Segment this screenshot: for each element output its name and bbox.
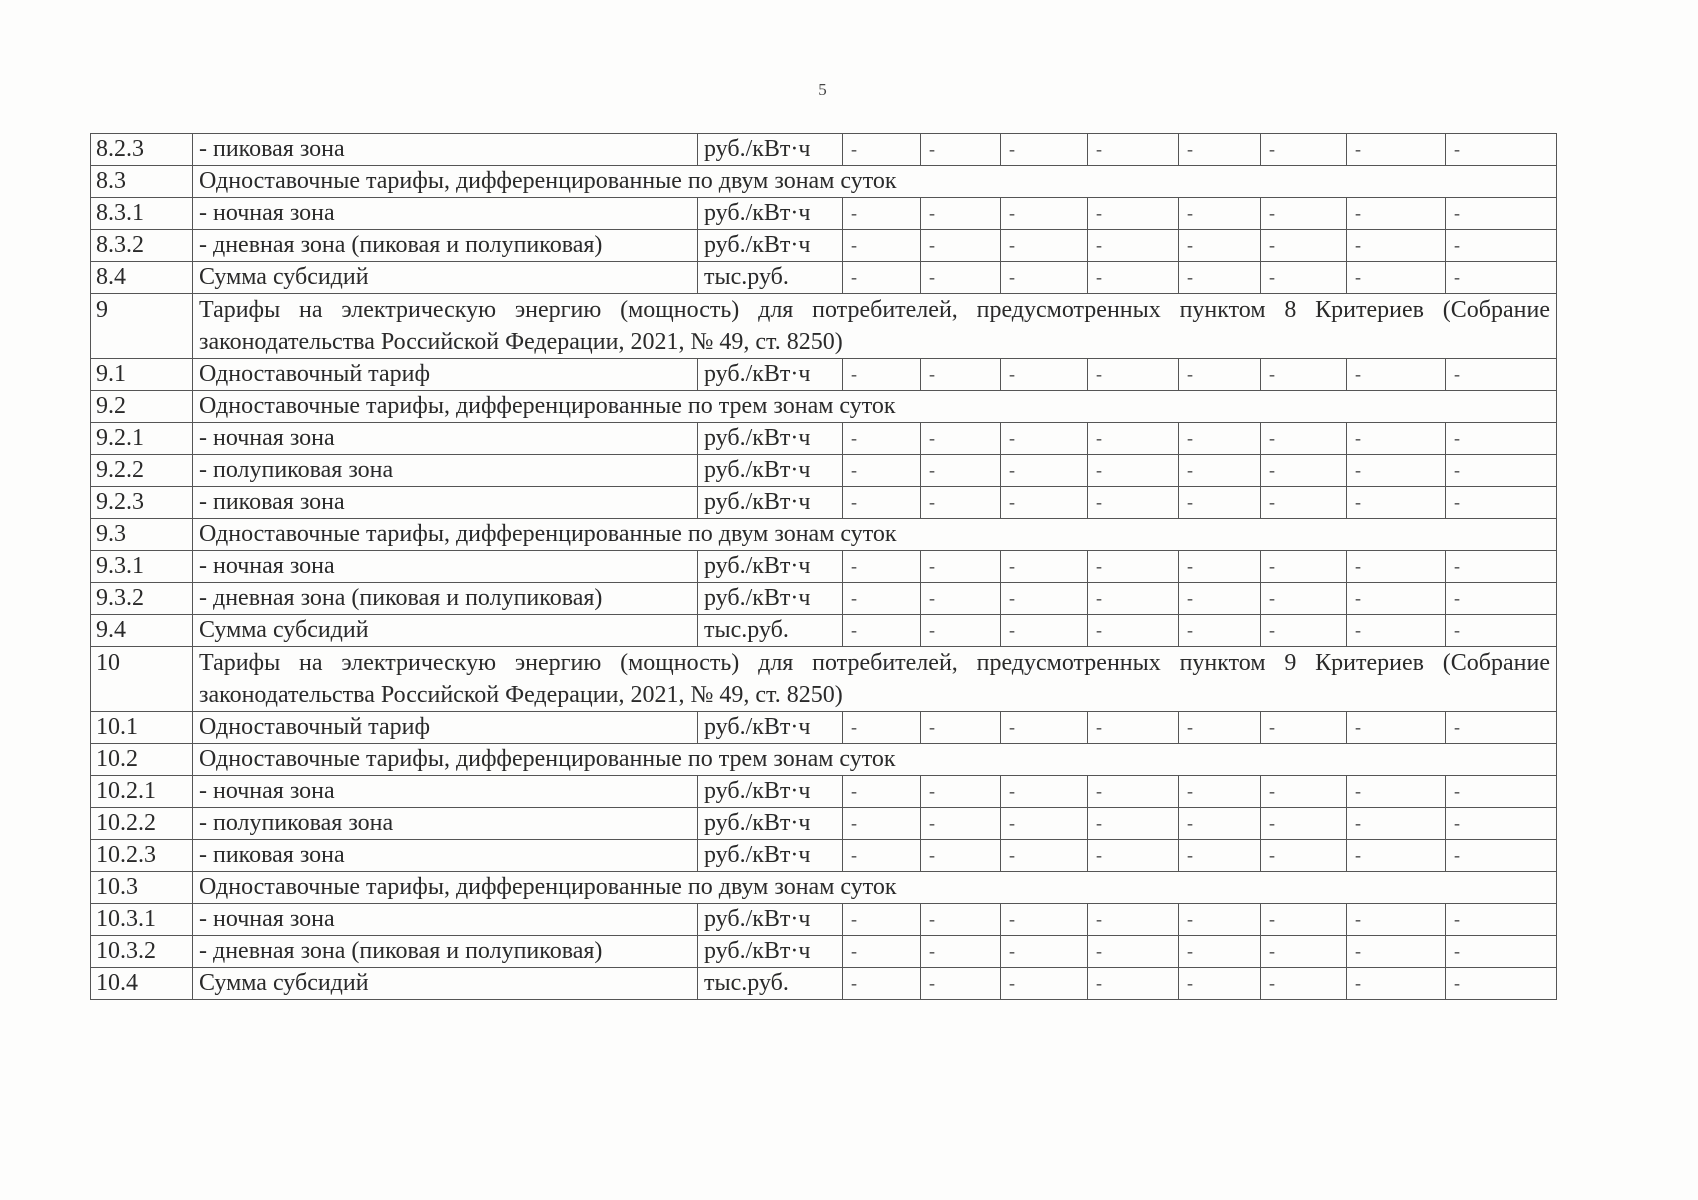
page-number: 5 bbox=[818, 80, 827, 99]
row-number-cell: 10.3 bbox=[91, 872, 193, 904]
value-cell: - bbox=[1001, 936, 1088, 968]
value-cell: - bbox=[1001, 615, 1088, 647]
value-cell: - bbox=[1261, 423, 1347, 455]
unit-cell: руб./кВт·ч bbox=[698, 423, 843, 455]
value-cell: - bbox=[1088, 423, 1179, 455]
unit-cell: тыс.руб. bbox=[698, 262, 843, 294]
value-cell: - bbox=[1179, 615, 1261, 647]
value-cell: - bbox=[1179, 551, 1261, 583]
row-number-cell: 10.2 bbox=[91, 744, 193, 776]
value-cell: - bbox=[1347, 904, 1446, 936]
value-cell: - bbox=[843, 455, 921, 487]
value-cell: - bbox=[1088, 936, 1179, 968]
value-cell: - bbox=[1446, 134, 1557, 166]
row-label-cell: - ночная зона bbox=[193, 551, 698, 583]
row-number-cell: 9 bbox=[91, 294, 193, 359]
value-cell: - bbox=[1261, 359, 1347, 391]
table-row bbox=[91, 198, 1557, 230]
value-cell: - bbox=[1347, 230, 1446, 262]
value-cell: - bbox=[843, 583, 921, 615]
row-label-cell: - ночная зона bbox=[193, 423, 698, 455]
value-cell: - bbox=[921, 359, 1001, 391]
row-number-cell: 8.4 bbox=[91, 262, 193, 294]
unit-cell: руб./кВт·ч bbox=[698, 712, 843, 744]
value-cell: - bbox=[1446, 904, 1557, 936]
value-cell: - bbox=[1347, 262, 1446, 294]
row-number-cell: 9.3.2 bbox=[91, 583, 193, 615]
tariff-table bbox=[90, 133, 1557, 1000]
row-number-cell: 9.3.1 bbox=[91, 551, 193, 583]
unit-cell: руб./кВт·ч bbox=[698, 455, 843, 487]
value-cell: - bbox=[1261, 551, 1347, 583]
value-cell: - bbox=[1347, 583, 1446, 615]
value-cell: - bbox=[1347, 776, 1446, 808]
row-number-cell: 10.2.1 bbox=[91, 776, 193, 808]
unit-cell: руб./кВт·ч bbox=[698, 134, 843, 166]
value-cell: - bbox=[1446, 455, 1557, 487]
row-number-cell: 10 bbox=[91, 647, 193, 712]
row-number-cell: 10.4 bbox=[91, 968, 193, 1000]
table-row bbox=[91, 840, 1557, 872]
section-title-cell: Одноставочные тарифы, дифференцированные по двум зонам суток bbox=[193, 872, 1557, 904]
table-row bbox=[91, 134, 1557, 166]
table-row bbox=[91, 904, 1557, 936]
row-label-cell: Одноставочный тариф bbox=[193, 359, 698, 391]
value-cell: - bbox=[921, 455, 1001, 487]
value-cell: - bbox=[1347, 615, 1446, 647]
value-cell: - bbox=[1001, 840, 1088, 872]
table-row bbox=[91, 359, 1557, 391]
value-cell: - bbox=[1261, 840, 1347, 872]
value-cell: - bbox=[843, 230, 921, 262]
value-cell: - bbox=[1179, 455, 1261, 487]
value-cell: - bbox=[921, 551, 1001, 583]
value-cell: - bbox=[921, 615, 1001, 647]
row-number-cell: 9.3 bbox=[91, 519, 193, 551]
value-cell: - bbox=[1347, 712, 1446, 744]
row-number-cell: 9.4 bbox=[91, 615, 193, 647]
value-cell: - bbox=[1261, 262, 1347, 294]
value-cell: - bbox=[1179, 968, 1261, 1000]
value-cell: - bbox=[843, 134, 921, 166]
row-label-cell: Одноставочный тариф bbox=[193, 712, 698, 744]
section-title-cell: Одноставочные тарифы, дифференцированные по трем зонам суток bbox=[193, 744, 1557, 776]
value-cell: - bbox=[1446, 423, 1557, 455]
value-cell: - bbox=[1088, 968, 1179, 1000]
section-row bbox=[91, 391, 1557, 423]
value-cell: - bbox=[1001, 904, 1088, 936]
value-cell: - bbox=[1179, 262, 1261, 294]
value-cell: - bbox=[1347, 808, 1446, 840]
value-cell: - bbox=[1001, 134, 1088, 166]
value-cell: - bbox=[1088, 808, 1179, 840]
section-row bbox=[91, 166, 1557, 198]
value-cell: - bbox=[1261, 230, 1347, 262]
row-number-cell: 10.2.2 bbox=[91, 808, 193, 840]
value-cell: - bbox=[1179, 423, 1261, 455]
value-cell: - bbox=[1446, 840, 1557, 872]
value-cell: - bbox=[1347, 968, 1446, 1000]
section-row bbox=[91, 519, 1557, 551]
row-label-cell: - дневная зона (пиковая и полупиковая) bbox=[193, 936, 698, 968]
value-cell: - bbox=[1001, 551, 1088, 583]
value-cell: - bbox=[921, 712, 1001, 744]
value-cell: - bbox=[1261, 776, 1347, 808]
value-cell: - bbox=[1446, 615, 1557, 647]
value-cell: - bbox=[1261, 455, 1347, 487]
unit-cell: руб./кВт·ч bbox=[698, 840, 843, 872]
value-cell: - bbox=[921, 808, 1001, 840]
value-cell: - bbox=[1347, 423, 1446, 455]
value-cell: - bbox=[921, 968, 1001, 1000]
value-cell: - bbox=[1179, 230, 1261, 262]
value-cell: - bbox=[921, 583, 1001, 615]
table-row bbox=[91, 551, 1557, 583]
value-cell: - bbox=[1446, 712, 1557, 744]
value-cell: - bbox=[843, 936, 921, 968]
value-cell: - bbox=[843, 968, 921, 1000]
row-label-cell: - ночная зона bbox=[193, 198, 698, 230]
value-cell: - bbox=[1347, 198, 1446, 230]
value-cell: - bbox=[1001, 262, 1088, 294]
table-row bbox=[91, 423, 1557, 455]
value-cell: - bbox=[1347, 487, 1446, 519]
row-number-cell: 9.2.2 bbox=[91, 455, 193, 487]
value-cell: - bbox=[921, 262, 1001, 294]
table-row bbox=[91, 776, 1557, 808]
row-number-cell: 8.2.3 bbox=[91, 134, 193, 166]
value-cell: - bbox=[1179, 487, 1261, 519]
row-number-cell: 10.3.1 bbox=[91, 904, 193, 936]
value-cell: - bbox=[843, 808, 921, 840]
row-number-cell: 9.2.3 bbox=[91, 487, 193, 519]
value-cell: - bbox=[1088, 712, 1179, 744]
unit-cell: руб./кВт·ч bbox=[698, 198, 843, 230]
value-cell: - bbox=[1446, 936, 1557, 968]
row-number-cell: 8.3.2 bbox=[91, 230, 193, 262]
value-cell: - bbox=[921, 230, 1001, 262]
value-cell: - bbox=[843, 359, 921, 391]
value-cell: - bbox=[1179, 712, 1261, 744]
value-cell: - bbox=[1261, 936, 1347, 968]
unit-cell: руб./кВт·ч bbox=[698, 936, 843, 968]
row-number-cell: 9.2.1 bbox=[91, 423, 193, 455]
value-cell: - bbox=[1347, 551, 1446, 583]
value-cell: - bbox=[1347, 840, 1446, 872]
value-cell: - bbox=[1261, 583, 1347, 615]
table-row bbox=[91, 487, 1557, 519]
value-cell: - bbox=[1179, 936, 1261, 968]
section-title-cell: Тарифы на электрическую энергию (мощность) для потребителей, предусмотренных пунктом 8 Критериев (Собрание законодательства Российской Федерации, 2021, № 49, ст. 8250) bbox=[193, 294, 1557, 359]
value-cell: - bbox=[921, 423, 1001, 455]
value-cell: - bbox=[1088, 134, 1179, 166]
value-cell: - bbox=[1088, 359, 1179, 391]
value-cell: - bbox=[1088, 583, 1179, 615]
row-label-cell: Сумма субсидий bbox=[193, 615, 698, 647]
row-number-cell: 10.1 bbox=[91, 712, 193, 744]
value-cell: - bbox=[1347, 455, 1446, 487]
value-cell: - bbox=[1179, 134, 1261, 166]
value-cell: - bbox=[1001, 455, 1088, 487]
value-cell: - bbox=[1261, 615, 1347, 647]
value-cell: - bbox=[1088, 230, 1179, 262]
value-cell: - bbox=[1347, 359, 1446, 391]
value-cell: - bbox=[921, 198, 1001, 230]
value-cell: - bbox=[1261, 904, 1347, 936]
section-title-cell: Тарифы на электрическую энергию (мощность) для потребителей, предусмотренных пунктом 9 Критериев (Собрание законодательства Российской Федерации, 2021, № 49, ст. 8250) bbox=[193, 647, 1557, 712]
table-row bbox=[91, 808, 1557, 840]
value-cell: - bbox=[1001, 583, 1088, 615]
value-cell: - bbox=[921, 936, 1001, 968]
value-cell: - bbox=[1261, 198, 1347, 230]
row-label-cell: - пиковая зона bbox=[193, 840, 698, 872]
value-cell: - bbox=[1446, 487, 1557, 519]
row-label-cell: - дневная зона (пиковая и полупиковая) bbox=[193, 583, 698, 615]
value-cell: - bbox=[1261, 968, 1347, 1000]
value-cell: - bbox=[843, 551, 921, 583]
value-cell: - bbox=[1446, 198, 1557, 230]
value-cell: - bbox=[843, 262, 921, 294]
value-cell: - bbox=[1261, 134, 1347, 166]
row-label-cell: - ночная зона bbox=[193, 776, 698, 808]
value-cell: - bbox=[921, 776, 1001, 808]
value-cell: - bbox=[1179, 198, 1261, 230]
value-cell: - bbox=[1179, 776, 1261, 808]
unit-cell: руб./кВт·ч bbox=[698, 808, 843, 840]
unit-cell: руб./кВт·ч bbox=[698, 551, 843, 583]
table-body bbox=[91, 134, 1557, 1000]
value-cell: - bbox=[1001, 230, 1088, 262]
value-cell: - bbox=[1088, 487, 1179, 519]
value-cell: - bbox=[1261, 712, 1347, 744]
table-row bbox=[91, 936, 1557, 968]
value-cell: - bbox=[1001, 359, 1088, 391]
value-cell: - bbox=[1088, 551, 1179, 583]
row-number-cell: 10.2.3 bbox=[91, 840, 193, 872]
unit-cell: руб./кВт·ч bbox=[698, 904, 843, 936]
table-row bbox=[91, 712, 1557, 744]
row-label-cell: - ночная зона bbox=[193, 904, 698, 936]
value-cell: - bbox=[1001, 487, 1088, 519]
section-row bbox=[91, 294, 1557, 359]
section-row bbox=[91, 647, 1557, 712]
section-title-cell: Одноставочные тарифы, дифференцированные по трем зонам суток bbox=[193, 391, 1557, 423]
value-cell: - bbox=[1347, 134, 1446, 166]
value-cell: - bbox=[1179, 840, 1261, 872]
value-cell: - bbox=[843, 423, 921, 455]
value-cell: - bbox=[1347, 936, 1446, 968]
row-label-cell: Сумма субсидий bbox=[193, 968, 698, 1000]
value-cell: - bbox=[1446, 968, 1557, 1000]
value-cell: - bbox=[1446, 230, 1557, 262]
value-cell: - bbox=[843, 840, 921, 872]
value-cell: - bbox=[1001, 968, 1088, 1000]
table-row bbox=[91, 455, 1557, 487]
table-row bbox=[91, 615, 1557, 647]
section-row bbox=[91, 744, 1557, 776]
value-cell: - bbox=[921, 840, 1001, 872]
value-cell: - bbox=[1446, 583, 1557, 615]
value-cell: - bbox=[1261, 808, 1347, 840]
unit-cell: тыс.руб. bbox=[698, 615, 843, 647]
value-cell: - bbox=[843, 198, 921, 230]
value-cell: - bbox=[1261, 487, 1347, 519]
value-cell: - bbox=[921, 487, 1001, 519]
table-row bbox=[91, 262, 1557, 294]
unit-cell: руб./кВт·ч bbox=[698, 359, 843, 391]
row-number-cell: 8.3.1 bbox=[91, 198, 193, 230]
value-cell: - bbox=[843, 712, 921, 744]
unit-cell: руб./кВт·ч bbox=[698, 487, 843, 519]
row-number-cell: 9.1 bbox=[91, 359, 193, 391]
section-title-cell: Одноставочные тарифы, дифференцированные по двум зонам суток bbox=[193, 166, 1557, 198]
table-row bbox=[91, 968, 1557, 1000]
unit-cell: руб./кВт·ч bbox=[698, 230, 843, 262]
value-cell: - bbox=[1001, 198, 1088, 230]
row-number-cell: 8.3 bbox=[91, 166, 193, 198]
row-label-cell: - полупиковая зона bbox=[193, 808, 698, 840]
section-row bbox=[91, 872, 1557, 904]
value-cell: - bbox=[1088, 904, 1179, 936]
value-cell: - bbox=[1179, 583, 1261, 615]
value-cell: - bbox=[1446, 551, 1557, 583]
value-cell: - bbox=[1179, 808, 1261, 840]
row-number-cell: 9.2 bbox=[91, 391, 193, 423]
value-cell: - bbox=[921, 904, 1001, 936]
section-title-cell: Одноставочные тарифы, дифференцированные по двум зонам суток bbox=[193, 519, 1557, 551]
value-cell: - bbox=[1179, 359, 1261, 391]
value-cell: - bbox=[1001, 423, 1088, 455]
value-cell: - bbox=[1088, 840, 1179, 872]
value-cell: - bbox=[1001, 808, 1088, 840]
table-row bbox=[91, 583, 1557, 615]
row-number-cell: 10.3.2 bbox=[91, 936, 193, 968]
row-label-cell: - пиковая зона bbox=[193, 134, 698, 166]
value-cell: - bbox=[1088, 776, 1179, 808]
value-cell: - bbox=[843, 487, 921, 519]
unit-cell: тыс.руб. bbox=[698, 968, 843, 1000]
value-cell: - bbox=[1088, 455, 1179, 487]
value-cell: - bbox=[843, 776, 921, 808]
value-cell: - bbox=[843, 904, 921, 936]
table-row bbox=[91, 230, 1557, 262]
value-cell: - bbox=[921, 134, 1001, 166]
value-cell: - bbox=[1001, 776, 1088, 808]
unit-cell: руб./кВт·ч bbox=[698, 776, 843, 808]
value-cell: - bbox=[1088, 615, 1179, 647]
value-cell: - bbox=[1001, 712, 1088, 744]
value-cell: - bbox=[1446, 776, 1557, 808]
value-cell: - bbox=[1446, 262, 1557, 294]
value-cell: - bbox=[1446, 359, 1557, 391]
row-label-cell: - дневная зона (пиковая и полупиковая) bbox=[193, 230, 698, 262]
value-cell: - bbox=[1179, 904, 1261, 936]
unit-cell: руб./кВт·ч bbox=[698, 583, 843, 615]
row-label-cell: Сумма субсидий bbox=[193, 262, 698, 294]
value-cell: - bbox=[1446, 808, 1557, 840]
value-cell: - bbox=[1088, 262, 1179, 294]
value-cell: - bbox=[843, 615, 921, 647]
value-cell: - bbox=[1088, 198, 1179, 230]
row-label-cell: - полупиковая зона bbox=[193, 455, 698, 487]
row-label-cell: - пиковая зона bbox=[193, 487, 698, 519]
